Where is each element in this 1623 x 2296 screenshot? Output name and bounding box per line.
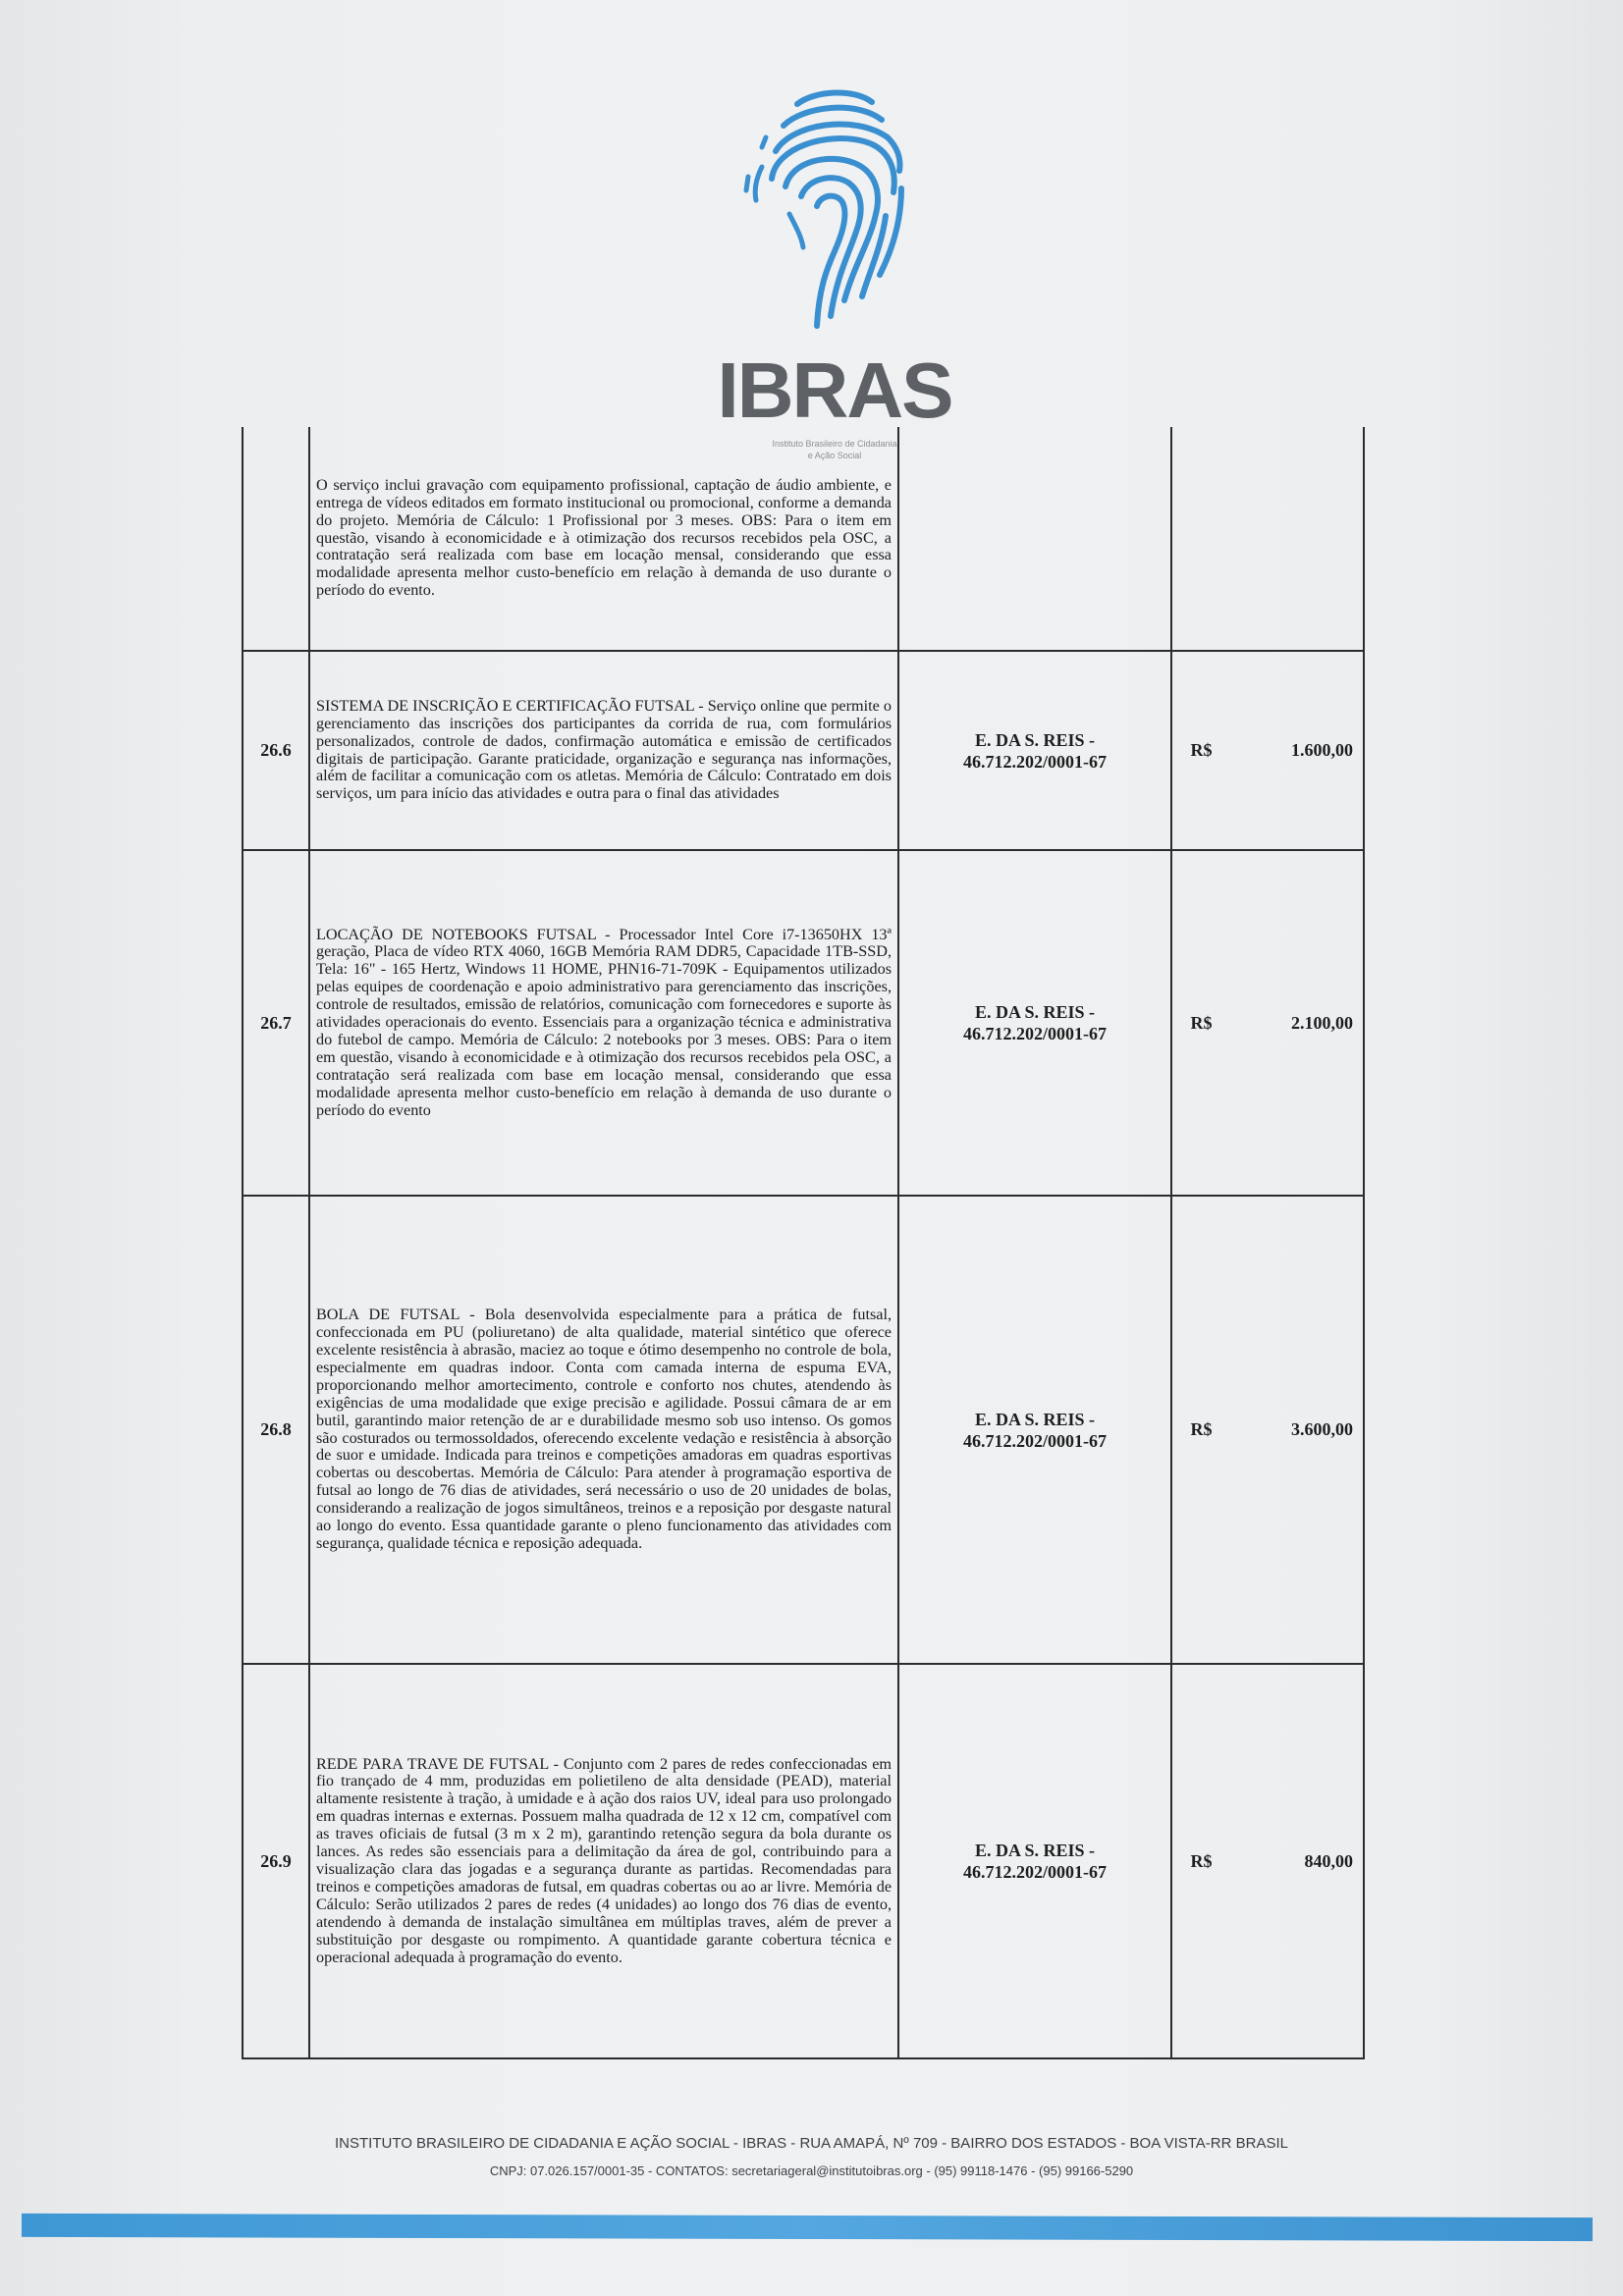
supplier-cell: [898, 427, 1171, 651]
logo-wordmark: IBRAS: [717, 347, 952, 434]
table-row: [243, 651, 1364, 850]
item-number-cell: [243, 427, 309, 651]
item-number: 26.6: [243, 651, 309, 850]
supplier: [898, 1196, 1171, 1664]
footer-address: INSTITUTO BRASILEIRO DE CIDADANIA E AÇÃO SOCIAL - IBRAS - RUA AMAPÁ, Nº 709 - BAIRRO DOS ESTADOS - BOA VISTA-RR BRASIL: [335, 2135, 1288, 2152]
item-number: 26.7: [243, 850, 309, 1196]
item-number: 26.8: [243, 1196, 309, 1664]
currency: R$: [1171, 1664, 1230, 2058]
supplier: [898, 651, 1171, 850]
logo-tagline-line-2: e Ação Social: [807, 451, 862, 460]
table-row-continuation: [243, 427, 1364, 651]
supplier-cnpj: 46.712.202/0001-67: [963, 1430, 1107, 1451]
supplier-name: E. DA S. REIS -: [974, 1841, 1096, 1860]
item-description: SISTEMA DE INSCRIÇÃO E CERTIFICAÇÃO FUTSAL - Serviço online que permite o gerenciamento das inscrições dos participantes da corrida de rua, com formulários personalizados, controle de dados, confirmação automática e emissão de certificados digitais de participação. Garante praticidade, organização e segurança nas informações, além de facilitar a comunicação com os atletas. Memória de Cálculo: Contratado em dois serviços, um para início das atividades e outra para o final das atividades: [309, 651, 898, 850]
supplier-name: E. DA S. REIS -: [974, 1002, 1096, 1022]
ibras-logo: [707, 69, 962, 460]
logo-tagline-line-1: Instituto Brasileiro de Cidadania: [772, 439, 897, 449]
currency: R$: [1171, 850, 1230, 1196]
value-cell: [1171, 427, 1364, 651]
footer-color-bar: [22, 2214, 1593, 2241]
item-value: 1.600,00: [1230, 651, 1364, 850]
items-table: [242, 427, 1365, 2059]
footer-contacts: CNPJ: 07.026.157/0001-35 - CONTATOS: secretariageral@institutoibras.org - (95) 99118-1476 - (95) 99166-5290: [489, 2163, 1134, 2178]
item-number: 26.9: [243, 1664, 309, 2058]
item-value: 2.100,00: [1230, 850, 1364, 1196]
item-description: BOLA DE FUTSAL - Bola desenvolvida especialmente para a prática de futsal, confeccionada em PU (poliuretano) de alta qualidade, material sintético que oferece excelente resistência à abrasão, maciez ao toque e ótimo desempenho no controle de bola, especialmente em quadras indoor. Conta com camada interna de espuma EVA, proporcionando melhor amortecimento, controle e conforto nos chutes, atendendo às exigências de uma modalidade que exige precisão e agilidade. Possui câmara de ar em butil, garantindo maior retenção de ar e durabilidade mesmo sob uso intenso. Os gomos são costurados ou termossoldados, oferecendo excelente vedação e resistência à absorção de suor e umidade. Indicada para treinos e competições amadoras em quadras esportivas cobertas ou descobertas. Memória de Cálculo: Para atender à programação esportiva de futsal ao longo de 76 dias de atividades, será necessário o uso de 20 unidades de bolas, considerando a realização de jogos simultâneos, treinos e a reposição por desgaste natural ao longo do evento. Essa quantidade garante o pleno funcionamento das atividades com segurança, qualidade técnica e reposição adequada.: [309, 1196, 898, 1664]
supplier-cnpj: 46.712.202/0001-67: [963, 1862, 1107, 1882]
supplier-cnpj: 46.712.202/0001-67: [963, 751, 1107, 772]
supplier-name: E. DA S. REIS -: [974, 1409, 1096, 1429]
table-row: [243, 1196, 1364, 1664]
table-row: [243, 850, 1364, 1196]
item-description: REDE PARA TRAVE DE FUTSAL - Conjunto com 2 pares de redes confeccionadas em fio trançado de 4 mm, produzidas em polietileno de alta densidade (PEAD), material altamente resistente à tração, à umidade e à ação dos raios UV, ideal para uso prolongado em quadras internas e externas. Possuem malha quadrada de 12 x 12 cm, compatível com as traves oficiais de futsal (3 m x 2 m), garantindo retenção segura da bola durante os lances. As redes são essenciais para a delimitação da área de gol, contribuindo para a visualização clara das jogadas e a segurança durante as partidas. Recomendadas para treinos e competições amadoras de futsal, em quadras cobertas ou ao ar livre. Memória de Cálculo: Serão utilizados 2 pares de redes (4 unidades) ao longo dos 76 dias de evento, atendendo à demanda de instalação simultânea em múltiplas traves, além de prever a substituição por desgaste ou rompimento. A quantidade garante cobertura técnica e operacional adequada à programação do evento.: [309, 1664, 898, 2058]
item-value: 840,00: [1230, 1664, 1364, 2058]
currency: R$: [1171, 1196, 1230, 1664]
item-value: 3.600,00: [1230, 1196, 1364, 1664]
currency: R$: [1171, 651, 1230, 850]
supplier-name: E. DA S. REIS -: [974, 729, 1096, 750]
supplier-cnpj: 46.712.202/0001-67: [963, 1024, 1107, 1043]
item-description: LOCAÇÃO DE NOTEBOOKS FUTSAL - Processador Intel Core i7-13650HX 13ª geração, Placa de vídeo RTX 4060, 16GB Memória RAM DDR5, Capacidade 1TB-SSD, Tela: 16" - 165 Hertz, Windows 11 HOME, PHN16-71-709K - Equipamentos utilizados pelas equipes de coordenação e apoio administrativo para gerenciamento das inscrições, controle de resultados, emissão de relatórios, comunicação com fornecedores e suporte às atividades operacionais do evento. Essenciais para a organização técnica e administrativa do futebol de campo. Memória de Cálculo: 2 notebooks por 3 meses. OBS: Para o item em questão, visando à economicidade e à otimização dos recursos recebidos pela OSC, a contratação será realizada com base em locação mensal, considerando que essa modalidade apresenta melhor custo-benefício em relação à demanda de uso durante o período do evento: [309, 850, 898, 1196]
description-cell: O serviço inclui gravação com equipamento profissional, captação de áudio ambiente, e entrega de vídeos editados em formato institucional ou promocional, conforme a demanda do projeto. Memória de Cálculo: 1 Profissional por 3 meses. OBS: Para o item em questão, visando à economicidade e à otimização dos recursos recebidos pela OSC, a contratação será realizada com base em locação mensal, considerando que essa modalidade apresenta melhor custo-benefício em relação à demanda de uso durante o período do evento.: [309, 427, 898, 651]
supplier: [898, 850, 1171, 1196]
fingerprint-map-icon: [707, 69, 962, 353]
supplier: [898, 1664, 1171, 2058]
table-row: [243, 1664, 1364, 2058]
